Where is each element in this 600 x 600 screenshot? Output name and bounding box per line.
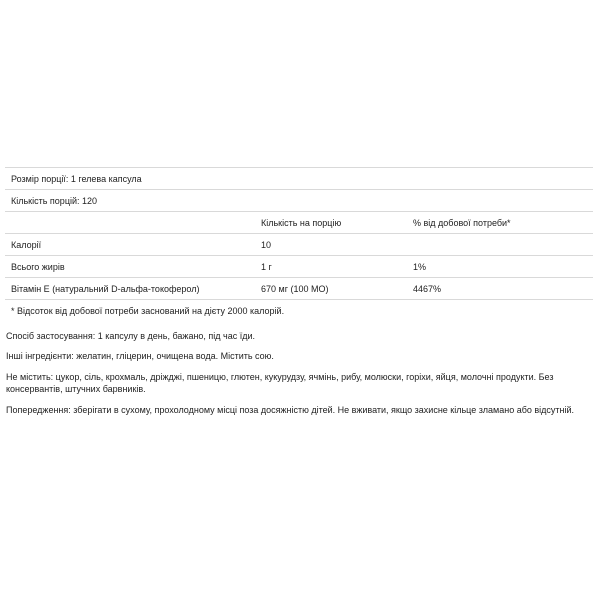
nutrient-daily-value [407, 234, 593, 256]
warnings-text: Попередження: зберігати в сухому, прохолодному місці поза досяжністю дітей. Не вживати, якщо захисне кільце зламано або відсутній. [6, 405, 575, 415]
nutrient-amount: 1 г [255, 256, 407, 278]
nutrient-amount: 10 [255, 234, 407, 256]
serving-size-row [5, 168, 593, 190]
daily-value-footnote: * Відсоток від добової потреби заснований на дієту 2000 калорій. [11, 305, 285, 316]
header-daily-value: % від добової потреби* [407, 212, 593, 234]
table-header-row [5, 212, 593, 234]
nutrient-name: Всього жирів [5, 256, 255, 278]
other-ingredients: Інші інгредієнти: желатин, гліцерин, очищена вода. Містить сою. [6, 351, 274, 361]
nutrient-name: Калорії [5, 234, 255, 256]
nutrient-amount: 670 мг (100 МО) [255, 278, 407, 300]
table-row [5, 278, 593, 300]
free-from-list: Не містить: цукор, сіль, крохмаль, дріжджі, пшеницю, глютен, кукурудзу, ячмінь, рибу, молюски, горіхи, яйця, молочні продукти. Без консервантів, штучних барвників. [6, 372, 554, 394]
servings-count: Кількість порцій: 120 [5, 190, 593, 212]
nutrient-daily-value: 4467% [407, 278, 593, 300]
serving-size: Розмір порції: 1 гелева капсула [5, 168, 593, 190]
header-amount: Кількість на порцію [255, 212, 407, 234]
supplement-facts-table [5, 167, 593, 321]
nutrient-name: Вітамін Е (натуральний D-альфа-токоферол) [5, 278, 255, 300]
header-empty-cell [5, 212, 255, 234]
table-row [5, 256, 593, 278]
table-row [5, 234, 593, 256]
servings-count-row [5, 190, 593, 212]
usage-instructions: Спосіб застосування: 1 капсулу в день, бажано, під час їди. [6, 331, 256, 341]
nutrient-daily-value: 1% [407, 256, 593, 278]
footnote-row [5, 300, 593, 322]
